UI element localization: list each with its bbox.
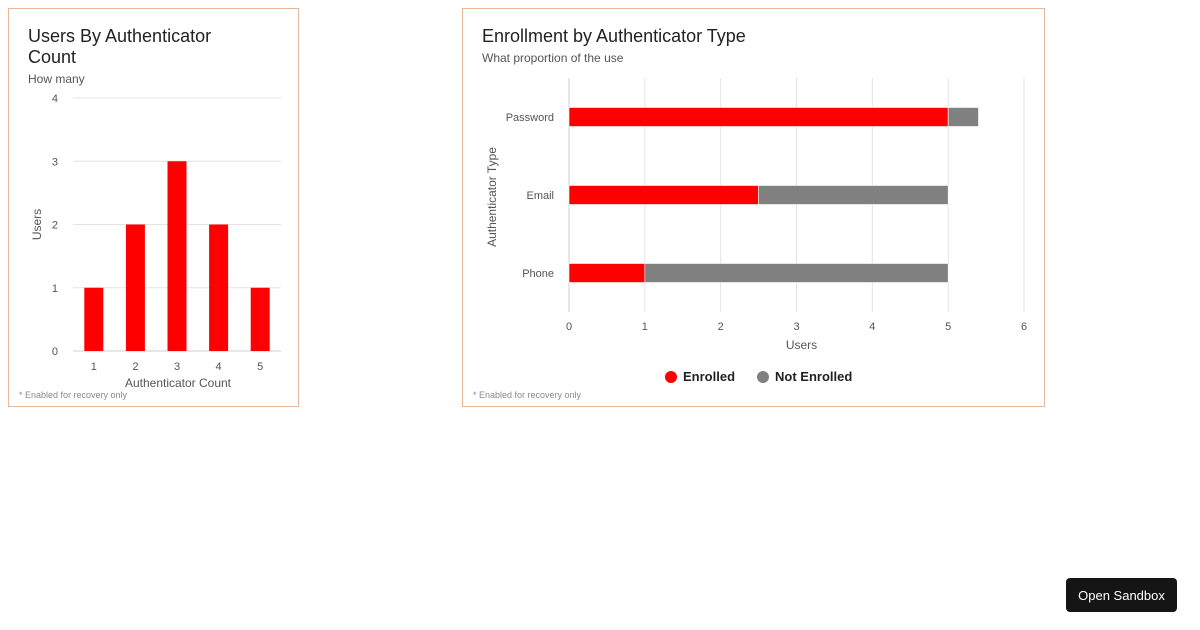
x-axis-title: Users bbox=[785, 338, 818, 352]
y-tick-label: 1 bbox=[51, 282, 58, 295]
x-tick-label: 4 bbox=[215, 361, 222, 373]
enrollment-by-type-card bbox=[462, 8, 1045, 407]
bar-segment bbox=[645, 264, 948, 283]
bar-segment bbox=[759, 186, 949, 205]
x-tick-label: 1 bbox=[641, 321, 648, 333]
chart-legend bbox=[665, 369, 852, 384]
card-subtitle: How many bbox=[28, 72, 85, 86]
legend-item-not-enrolled[interactable] bbox=[757, 369, 852, 384]
users-by-count-chart bbox=[9, 9, 298, 406]
card-title-line1: Users By Authenticator bbox=[28, 26, 212, 46]
open-sandbox-button[interactable]: Open Sandbox bbox=[1066, 578, 1177, 612]
bar bbox=[209, 225, 228, 352]
x-tick-label: 5 bbox=[257, 361, 264, 373]
legend-marker bbox=[665, 371, 677, 383]
y-tick-label: 3 bbox=[51, 156, 58, 169]
y-axis-title: Authenticator Type bbox=[485, 147, 499, 247]
enrollment-by-type-chart bbox=[463, 9, 1044, 406]
y-tick-label: Phone bbox=[522, 268, 554, 280]
x-tick-label: 4 bbox=[869, 321, 876, 333]
legend-item-enrolled[interactable] bbox=[665, 369, 735, 384]
users-by-count-card bbox=[8, 8, 299, 407]
y-tick-label: Email bbox=[526, 190, 554, 202]
card-subtitle: What proportion of the use bbox=[482, 51, 624, 65]
card-title-line2: Count bbox=[28, 47, 77, 67]
card-title: Enrollment by Authenticator Type bbox=[482, 26, 746, 46]
legend-marker bbox=[757, 371, 769, 383]
bar-segment bbox=[569, 264, 645, 283]
y-tick-label: Password bbox=[505, 112, 554, 124]
x-tick-label: 1 bbox=[90, 361, 97, 373]
x-tick-label: 3 bbox=[793, 321, 800, 333]
x-tick-label: 6 bbox=[1020, 321, 1028, 333]
footnote: * Enabled for recovery only bbox=[473, 390, 582, 400]
x-tick-label: 5 bbox=[945, 321, 952, 333]
bar-segment bbox=[948, 108, 978, 127]
y-tick-label: 4 bbox=[51, 93, 58, 105]
x-tick-label: 2 bbox=[132, 361, 139, 373]
bar-segment bbox=[569, 186, 759, 205]
x-tick-label: 0 bbox=[565, 321, 573, 333]
x-tick-label: 2 bbox=[717, 321, 724, 333]
bar bbox=[84, 288, 103, 351]
y-axis-title: Users bbox=[30, 208, 44, 241]
x-axis-title: Authenticator Count bbox=[124, 376, 232, 390]
bar bbox=[251, 288, 270, 351]
x-tick-label: 3 bbox=[173, 361, 181, 373]
bar-segment bbox=[569, 108, 948, 127]
legend-label: Enrolled bbox=[683, 369, 736, 384]
bar bbox=[168, 161, 187, 351]
y-tick-label: 2 bbox=[51, 219, 58, 232]
footnote: * Enabled for recovery only bbox=[19, 390, 128, 400]
y-tick-label: 0 bbox=[51, 346, 58, 358]
legend-label: Not Enrolled bbox=[775, 369, 853, 384]
bar bbox=[126, 225, 145, 352]
